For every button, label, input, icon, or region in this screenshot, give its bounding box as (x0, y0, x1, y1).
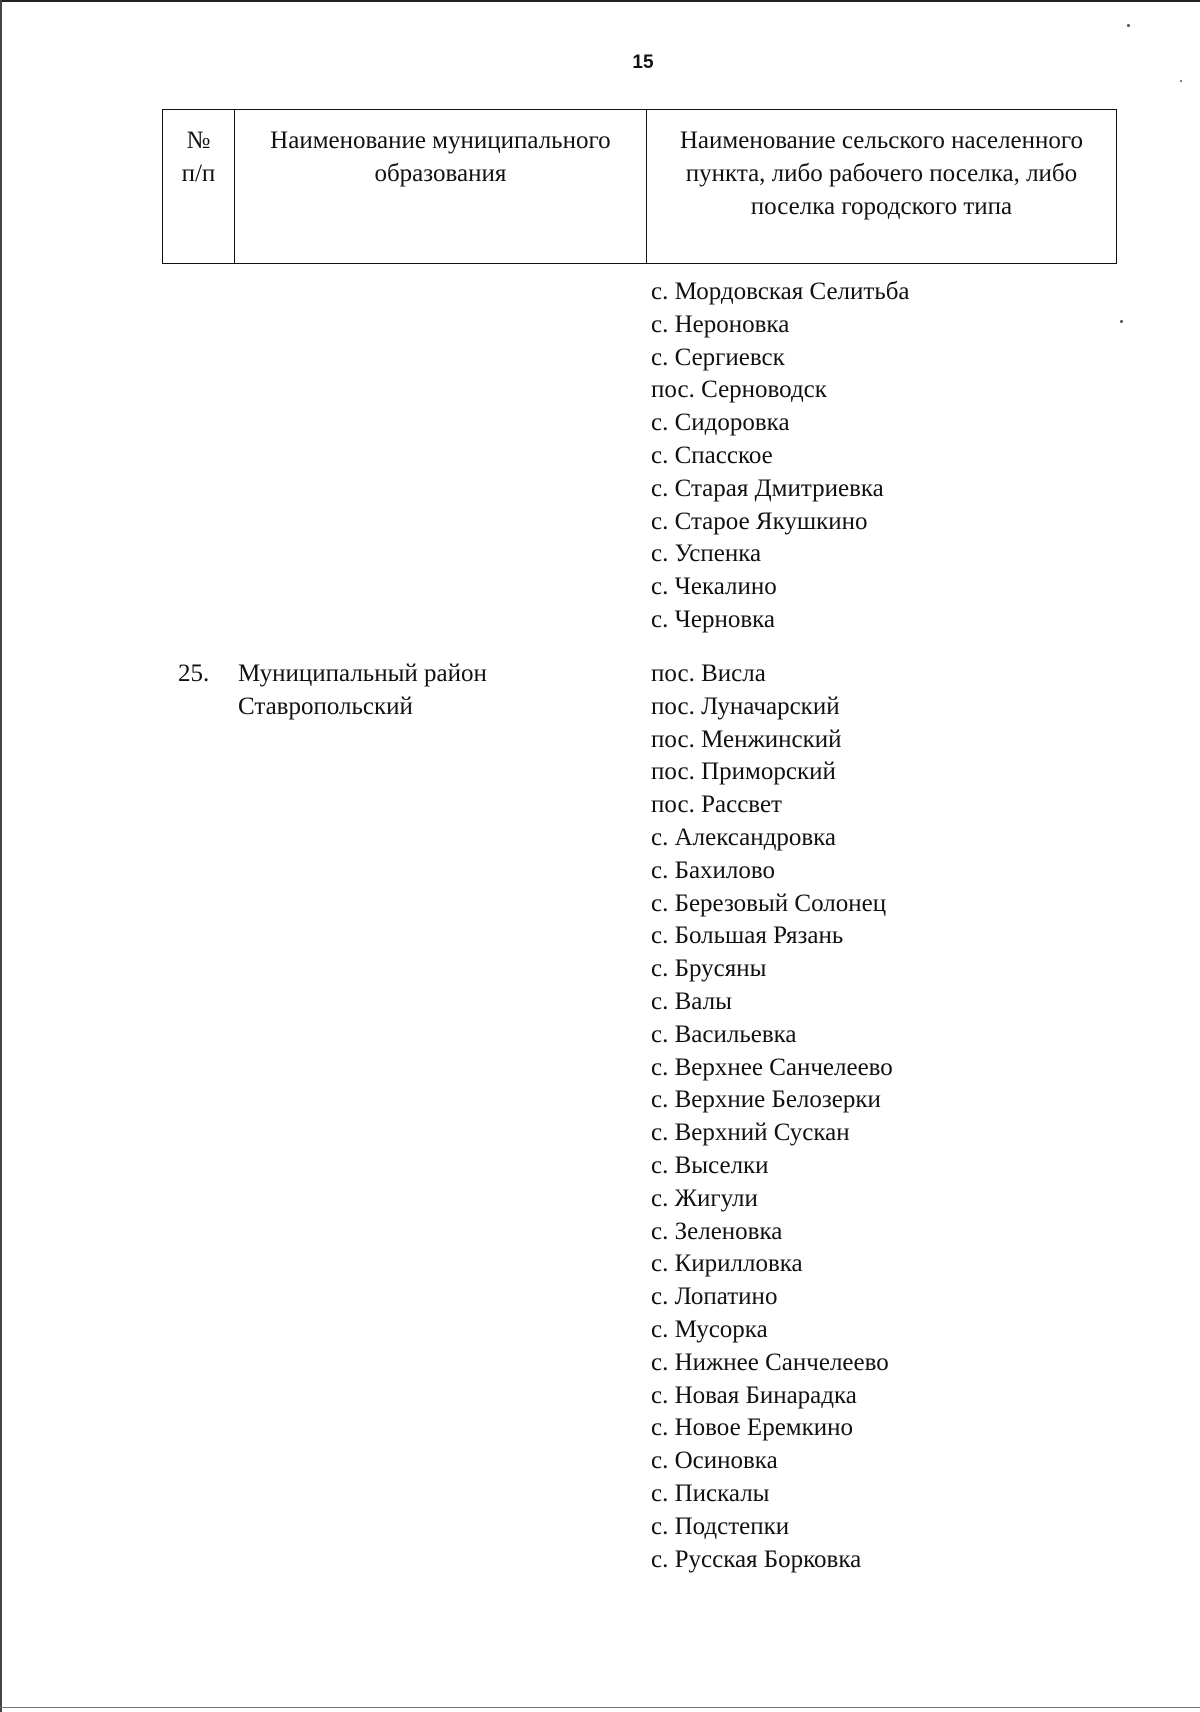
list-item: с. Верхний Сускан (651, 1119, 850, 1147)
list-item: пос. Висла (651, 660, 766, 687)
list-item: с. Сергиевск (651, 343, 785, 371)
list-item: с. Мусорка (651, 1315, 768, 1343)
list-item: с. Зеленовка (651, 1217, 783, 1245)
list-item: с. Верхние Белозерки (651, 1086, 881, 1114)
list-item: с. Кирилловка (651, 1250, 803, 1278)
row-municipality-line2: Ставропольский (238, 692, 413, 720)
header-number-cell (163, 110, 234, 263)
header-municipality-cell (234, 110, 646, 263)
scan-edge-top (0, 0, 1200, 2)
list-item: с. Пискалы (651, 1479, 770, 1507)
row-25-settlement-list (651, 658, 893, 1576)
list-item: пос. Луначарский (651, 692, 840, 720)
list-item: с. Бахилово (651, 856, 776, 884)
header-number-symbol: № (186, 127, 211, 154)
row-number: 25. (178, 660, 210, 687)
table-header (162, 109, 1117, 264)
header-municipality-line2: образования (374, 160, 507, 187)
list-item: с. Подстепки (651, 1512, 790, 1540)
list-item: с. Сидоровка (651, 409, 790, 437)
list-item: с. Русская Борковка (651, 1545, 862, 1573)
row-municipality (238, 658, 487, 724)
list-item: с. Березовый Солонец (651, 889, 887, 917)
list-item: с. Осиновка (651, 1447, 778, 1475)
list-item: с. Чекалино (651, 573, 777, 601)
list-item: пос. Менжинский (651, 725, 842, 753)
scan-edge-bottom (0, 1707, 1200, 1708)
page-number: 15 (632, 52, 654, 73)
list-item: с. Нероновка (651, 310, 790, 338)
list-item: пос. Рассвет (651, 791, 782, 819)
list-item: пос. Приморский (651, 758, 836, 786)
list-item: с. Спасское (651, 441, 773, 469)
list-item: с. Васильевка (651, 1020, 797, 1048)
list-item: с. Верхнее Санчелеево (651, 1053, 893, 1081)
list-item: с. Черновка (651, 605, 775, 633)
list-item: с. Валы (651, 987, 732, 1015)
continued-settlement-list (651, 276, 910, 637)
header-settlement-cell: Наименование сельского населенного пункта, либо рабочего поселка, либо поселка городского типа (646, 110, 1116, 263)
list-item: пос. Серноводск (651, 376, 827, 404)
header-municipality-line1: Наименование муниципального (270, 127, 611, 154)
list-item: с. Старое Якушкино (651, 507, 868, 535)
list-item: с. Новая Бинарадка (651, 1381, 857, 1409)
list-item: с. Нижнее Санчелеево (651, 1348, 889, 1376)
scan-edge-left (0, 0, 2, 1712)
scan-speck (1127, 24, 1130, 27)
list-item: с. Большая Рязань (651, 922, 844, 950)
list-item: с. Новое Еремкино (651, 1414, 854, 1442)
list-item: с. Брусяны (651, 955, 767, 983)
list-item: с. Успенка (651, 540, 762, 568)
scan-speck (1180, 80, 1182, 82)
scan-speck (1120, 320, 1123, 323)
header-number-abbr: п/п (181, 160, 216, 187)
list-item: с. Мордовская Селитьба (651, 278, 910, 305)
list-item: с. Александровка (651, 823, 837, 851)
list-item: с. Старая Дмитриевка (651, 474, 884, 502)
list-item: с. Лопатино (651, 1283, 778, 1311)
row-municipality-line1: Муниципальный район (238, 660, 487, 687)
list-item: с. Выселки (651, 1151, 769, 1179)
list-item: с. Жигули (651, 1184, 758, 1212)
